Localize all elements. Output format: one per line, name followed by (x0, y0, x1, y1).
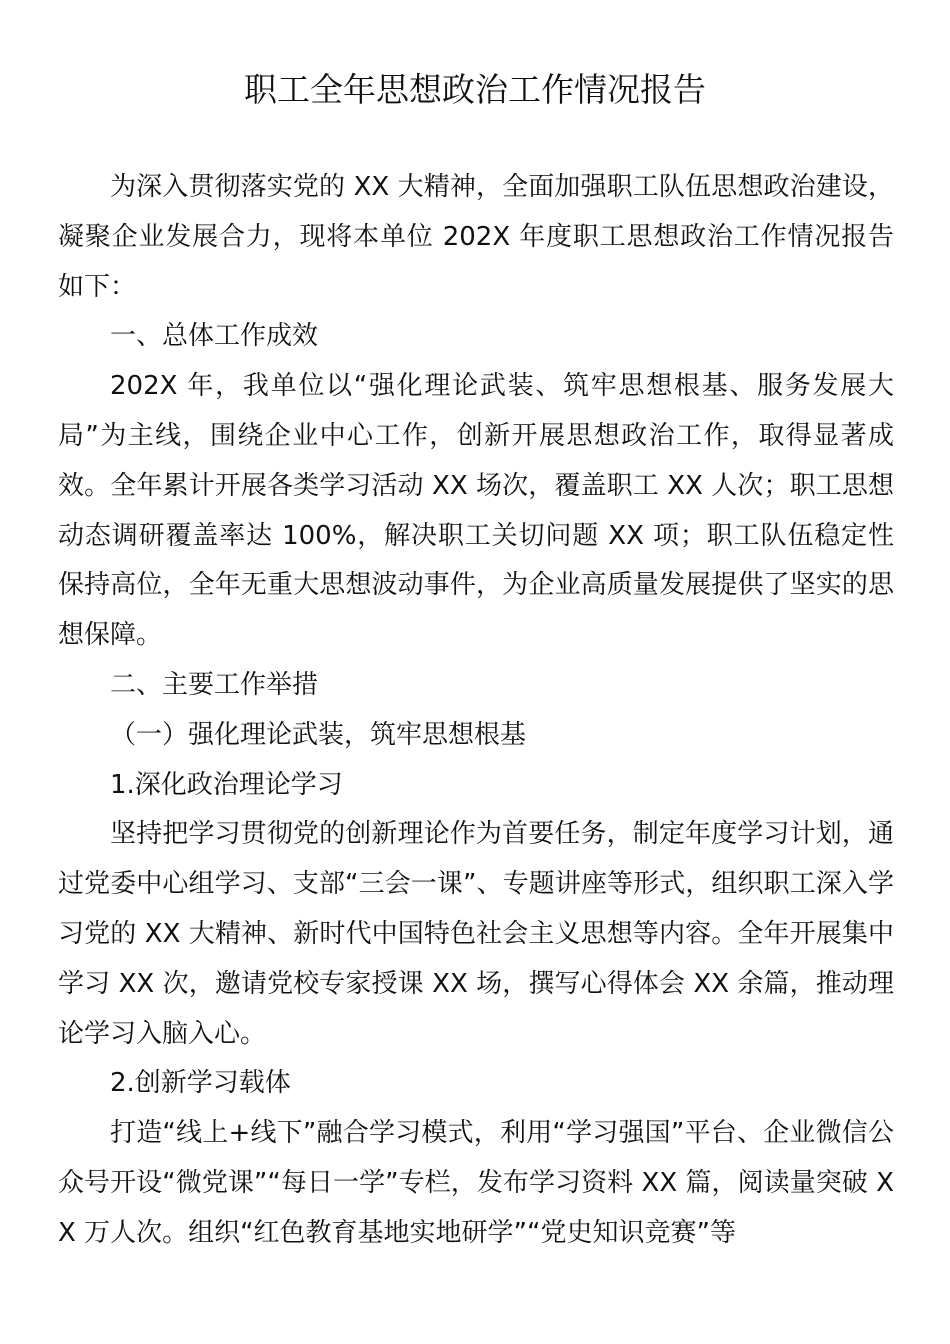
intro-paragraph: 为深入贯彻落实党的 XX 大精神，全面加强职工队伍思想政治建设，凝聚企业发展合力，现将本单位 202X 年度职工思想政治工作情况报告如下： (58, 172, 894, 302)
item-1-paragraph: 坚持把学习贯彻党的创新理论作为首要任务，制定年度学习计划，通过党委中心组学习、支部“三会一课”、专题讲座等形式，组织职工深入学习党的 XX 大精神、新时代中国特色社会主义思想等内容。全年开展集中学习 XX 次，邀请党校专家授课 XX 场，撰写心得体会 XX 余篇，推动理论学习入脑入心。 (58, 819, 894, 1049)
item-2-heading: 2.创新学习载体 (110, 1068, 291, 1099)
section-1-heading: 一、总体工作成效 (110, 321, 319, 352)
item-2-paragraph: 打造“线上+线下”融合学习模式，利用“学习强国”平台、企业微信公众号开设“微党课”“每日一学”专栏，发布学习资料 XX 篇，阅读量突破 XX 万人次。组织“红色教育基地实地研学”“党史知识竞赛”等 (58, 1118, 894, 1248)
section-2-heading: 二、主要工作举措 (110, 669, 319, 700)
subsection-1-heading: （一）强化理论武装，筑牢思想根基 (110, 719, 527, 750)
item-1-heading: 1.深化政治理论学习 (110, 769, 343, 800)
section-1-paragraph: 202X 年，我单位以“强化理论武装、筑牢思想根基、服务发展大局”为主线，围绕企业中心工作，创新开展思想政治工作，取得显著成效。全年累计开展各类学习活动 XX 场次，覆盖职工 XX 人次；职工思想动态调研覆盖率达 100%，解决职工关切问题 XX 项；职工队伍稳定性保持高位，全年无重大思想波动事件，为企业高质量发展提供了坚实的思想保障。 (58, 371, 894, 651)
document-body (58, 163, 894, 1259)
document-title: 职工全年思想政治工作情况报告 (244, 70, 706, 109)
